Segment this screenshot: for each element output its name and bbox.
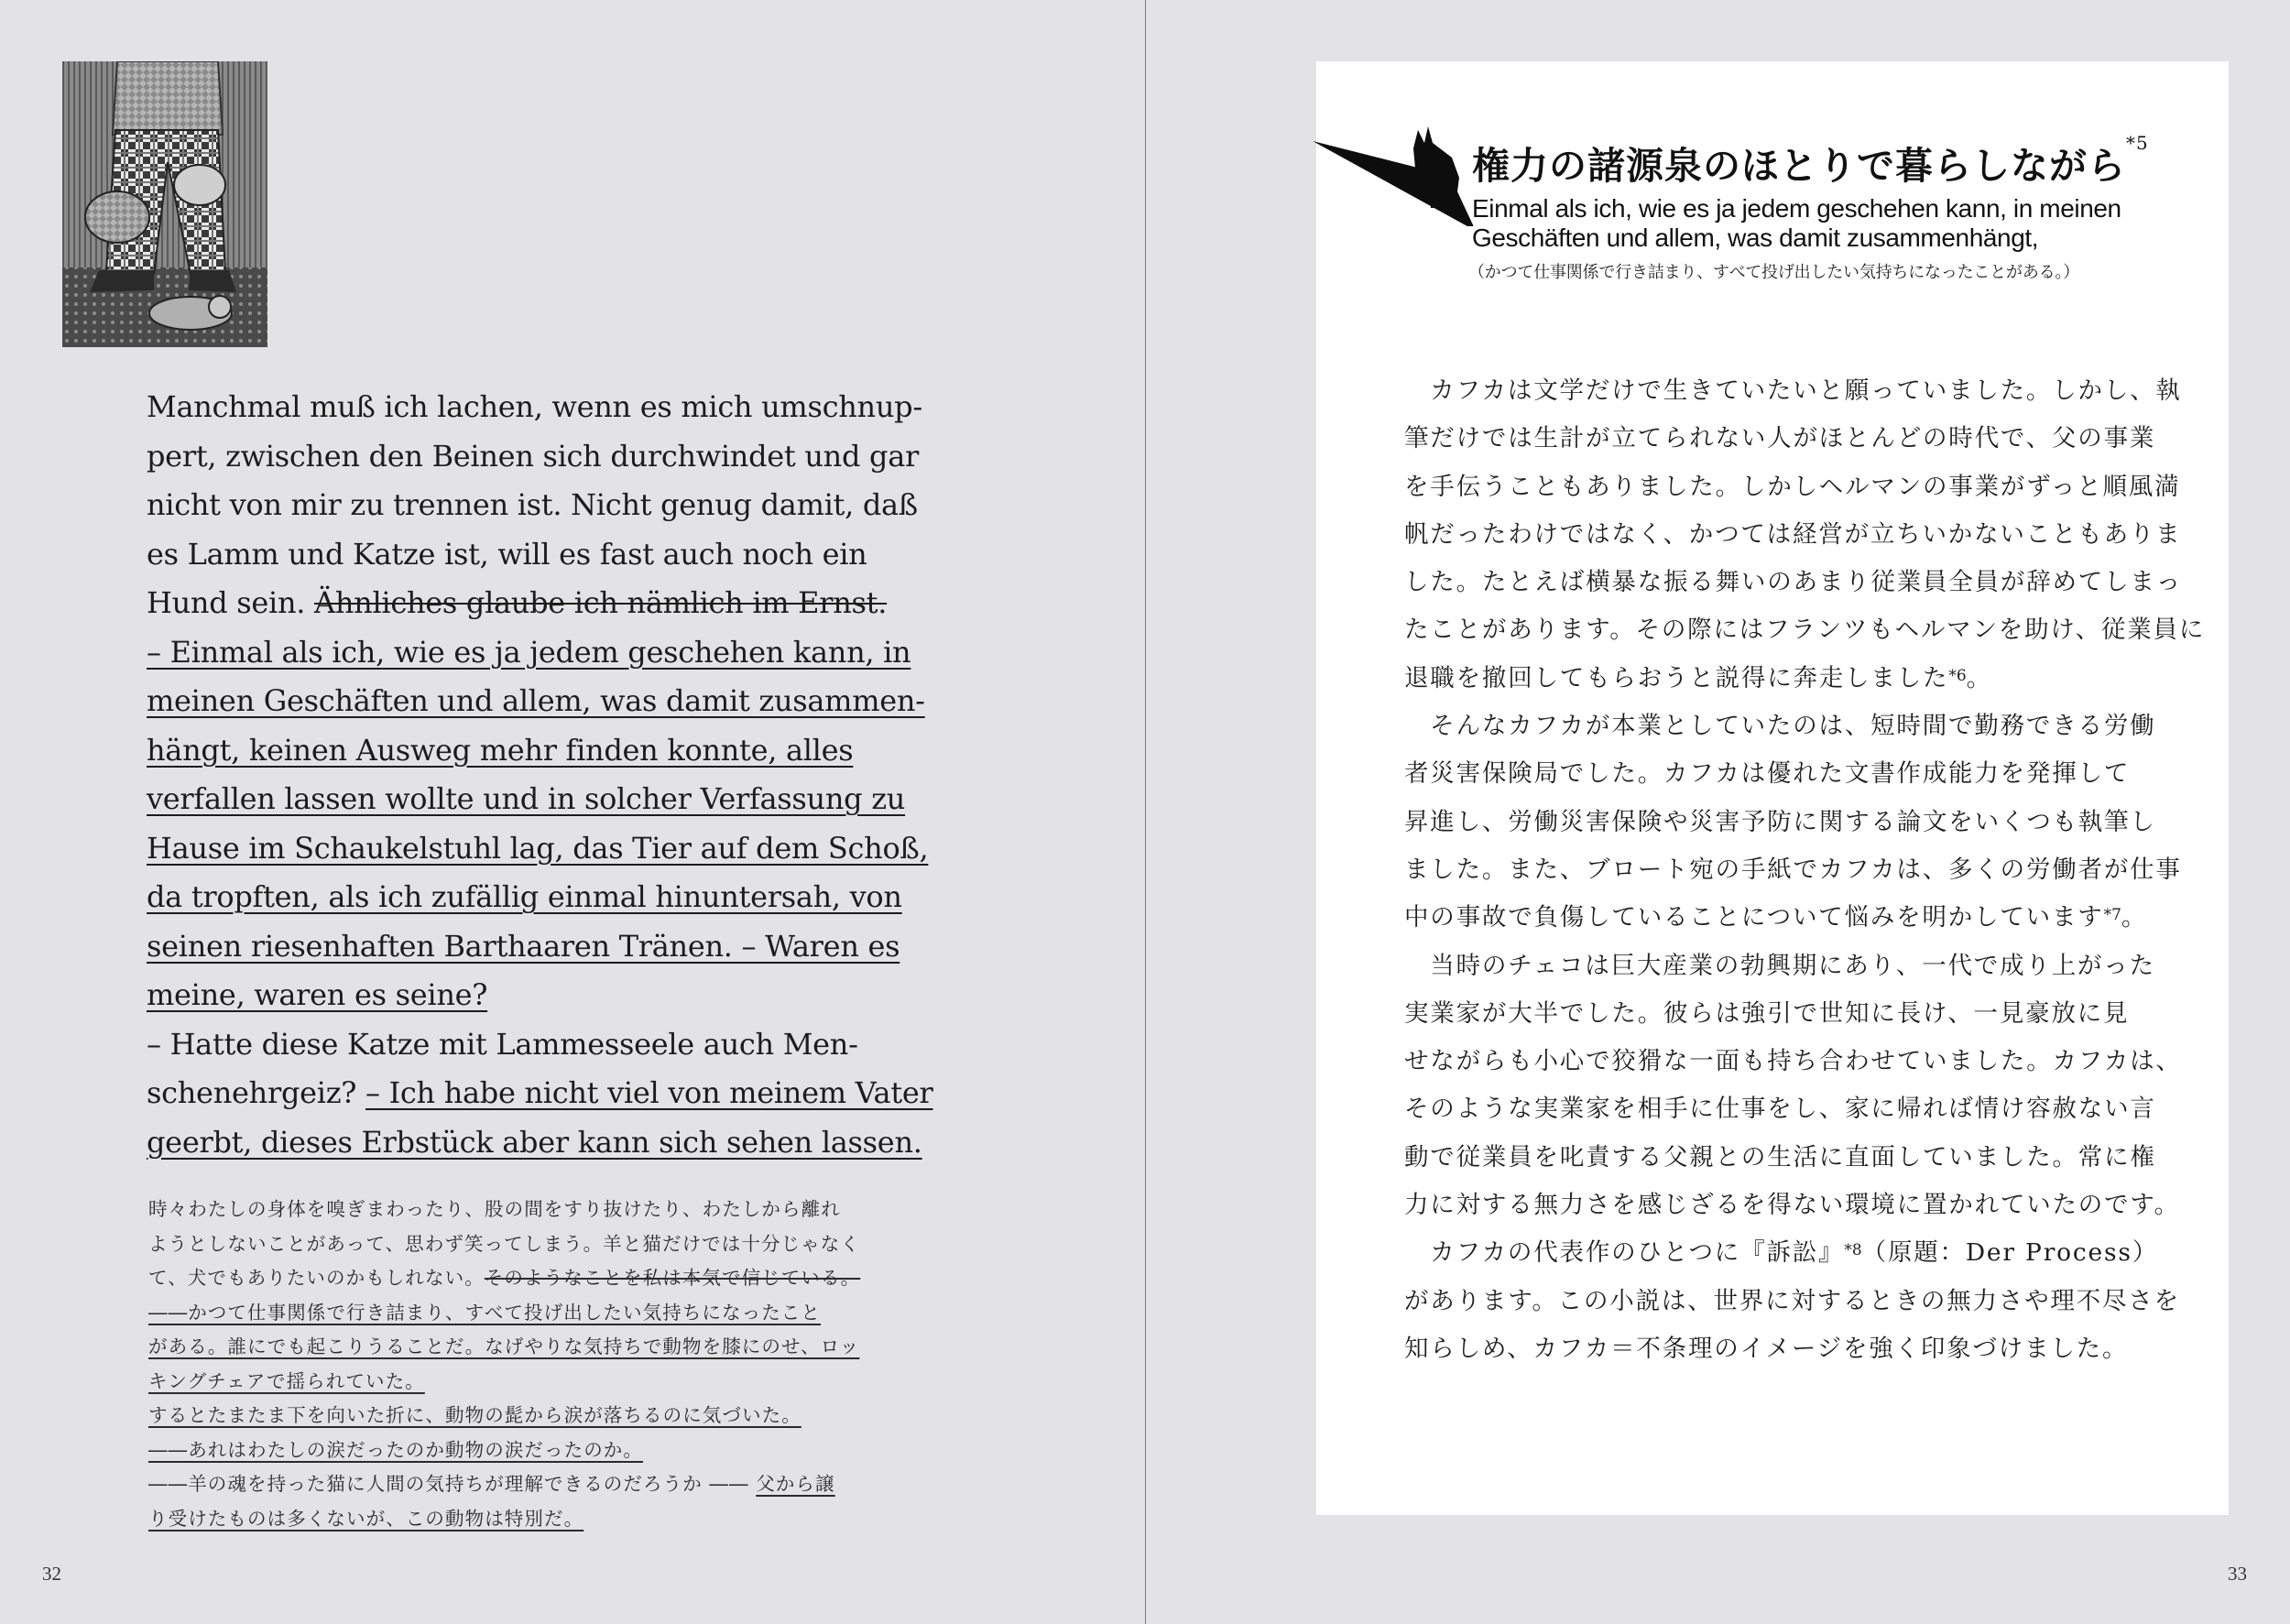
section-heading (1472, 132, 2149, 190)
text-line (148, 1227, 900, 1262)
illustration-image (62, 61, 267, 347)
text-segment: （原題：Der Process） (1861, 1238, 2159, 1268)
text-line (1404, 1325, 2155, 1373)
text-segment: es Lamm und Katze ist, will es fast auch noch ein (147, 536, 867, 572)
text-segment: 実業家が大半でした。彼らは強引で世知に長け、一見豪放に見 (1404, 998, 2130, 1028)
underlined-text: – Ich habe nicht viel von meinem Vater (365, 1075, 933, 1110)
text-line (147, 677, 925, 726)
text-segment: nicht von mir zu trennen ist. Nicht genug damit, daß (147, 487, 918, 522)
text-segment: 時々わたしの身体を嗅ぎまわったり、股の間をすり抜けたり、わたしから離れ (148, 1198, 841, 1220)
text-line (1404, 559, 2182, 606)
underlined-text: り受けたものは多くないが、この動物は特別だ。 (148, 1507, 584, 1530)
text-line (1404, 1229, 2159, 1277)
text-line (1404, 943, 2155, 990)
text-line (147, 971, 879, 1020)
underlined-text: verfallen lassen wollte und in solcher Verfassung zu (147, 781, 906, 816)
text-segment: を手伝うこともありました。しかしヘルマンの事業がずっと順風満 (1404, 472, 2181, 501)
underlined-text: meinen Geschäften und allem, was damit zusammen- (147, 683, 925, 718)
text-segment: ――羊の魂を持った猫に人間の気持ちが理解できるのだろうか ―― (148, 1473, 757, 1495)
text-segment: Manchmal muß ich lachen, wenn es mich umschnup- (147, 389, 922, 424)
underlined-text: da tropften, als ich zufällig einmal hinuntersah, von (147, 879, 902, 914)
footnote-mark: *7 (2103, 906, 2121, 925)
struck-text: Ähnliches glaube ich nämlich im Ernst. (314, 585, 888, 620)
page-number-left: 32 (42, 1563, 61, 1585)
text-line (148, 1502, 900, 1537)
text-line (147, 775, 906, 824)
german-quote (1472, 194, 2121, 253)
text-line (1404, 511, 2182, 559)
text-line (147, 824, 929, 874)
text-segment: 者災害保険局でした。カフカは優れた文書作成能力を発揮して (1404, 759, 2131, 789)
text-segment: schenehrgeiz? (147, 1075, 365, 1110)
text-segment: 。 (1966, 663, 1992, 692)
text-line (1404, 750, 2155, 798)
text-line (147, 1020, 879, 1070)
text-segment: 筆だけでは生計が立てられない人がほとんどの時代で、父の事業 (1404, 424, 2156, 453)
text-line (1404, 606, 2206, 654)
underlined-text: hängt, keinen Ausweg mehr finden konnte, alles (147, 732, 854, 768)
underlined-text: 父から譲 (756, 1473, 835, 1495)
text-segment: ようとしないことがあって、思わず笑ってしまう。羊と猫だけでは十分じゃなく (148, 1232, 860, 1255)
text-line (147, 1069, 933, 1118)
footnote-mark: *8 (1844, 1241, 1862, 1260)
text-line (148, 1261, 900, 1296)
text-line (147, 873, 902, 922)
text-line (147, 726, 879, 776)
underlined-text: seinen riesenhaften Barthaaren Tränen. – Waren es (147, 928, 900, 964)
text-line (148, 1433, 900, 1468)
underlined-text: Hause im Schaukelstuhl lag, das Tier auf dem Schoß, (147, 830, 929, 866)
text-segment: カフカは文学だけで生きていたいと願っていました。しかし、執 (1404, 376, 2182, 405)
page-number-right: 33 (2228, 1563, 2247, 1585)
body-text-block (1404, 367, 2206, 1373)
text-line (148, 1330, 900, 1365)
text-line (147, 383, 922, 432)
text-segment: 中の事故で負傷していることについて悩みを明かしています (1404, 903, 2104, 932)
text-line (1404, 894, 2155, 942)
text-line (148, 1399, 900, 1433)
text-line (147, 922, 900, 972)
text-segment: たことがあります。その際にはフランツもヘルマンを助け、従業員に (1404, 616, 2206, 645)
text-segment: 。 (2121, 903, 2148, 932)
footnote-mark: *6 (1948, 666, 1967, 685)
underlined-text: ――あれはわたしの涙だったのか動物の涙だったのか。 (148, 1438, 643, 1461)
text-segment: 動で従業員を叱責する父親との生活に直面していました。常に権 (1404, 1142, 2156, 1172)
text-line (1404, 1134, 2155, 1182)
heading-footnote-mark: *5 (2126, 132, 2149, 154)
text-line (147, 628, 911, 678)
text-line (147, 481, 918, 530)
text-line (1404, 846, 2182, 894)
text-line (147, 1118, 922, 1168)
text-line (148, 1467, 900, 1502)
text-line (148, 1365, 900, 1400)
struck-text: そのようなことを私は本気で信じている。 (484, 1267, 861, 1289)
text-segment: て、犬でもありたいのかもしれない。 (148, 1267, 485, 1289)
text-segment: 昇進し、労働災害保険や災害予防に関する論文をいくつも執筆し (1404, 807, 2156, 836)
underlined-text: meine, waren es seine? (147, 977, 488, 1012)
underlined-text: geerbt, dieses Erbstück aber kann sich sehen lassen. (147, 1124, 922, 1160)
text-segment: 知らしめ、カフカ＝不条理のイメージを強く印象づけました。 (1404, 1334, 2129, 1363)
underlined-text: キングチェアで揺られていた。 (148, 1369, 425, 1392)
text-line (147, 432, 920, 482)
text-line (1404, 415, 2155, 463)
text-segment: そのような実業家を相手に仕事をし、家に帰れば情け容赦ない言 (1404, 1095, 2156, 1124)
text-line (1404, 1182, 2180, 1229)
wolf-silhouette-icon (1313, 121, 1496, 226)
quote-line: Einmal als ich, wie es ja jedem geschehen kann, in meinen (1472, 194, 2121, 223)
underlined-text: – Einmal als ich, wie es ja jedem geschehen kann, in (147, 634, 911, 670)
text-line (148, 1193, 900, 1227)
text-segment: そんなカフカが本業としていたのは、短時間で勤務できる労働 (1404, 712, 2156, 741)
german-text-block (147, 383, 933, 1167)
text-line (1404, 799, 2155, 846)
text-segment: カフカの代表作のひとつに『訴訟』 (1404, 1238, 1845, 1268)
japanese-translation-block (148, 1193, 900, 1536)
text-line (1404, 367, 2182, 415)
text-line (147, 579, 888, 628)
heading-text: 権力の諸源泉のほとりで暮らしながら (1472, 144, 2126, 188)
text-line (1404, 1278, 2180, 1325)
text-segment: があります。この小説は、世界に対するときの無力さや理不尽さを (1404, 1286, 2180, 1315)
text-segment: 退職を撤回してもらおうと説得に奔走しました (1404, 663, 1949, 692)
underlined-text: がある。誰にでも起こりうることだ。なげやりな気持ちで動物を膝にのせ、ロッ (148, 1335, 860, 1357)
text-segment: – Hatte diese Katze mit Lammesseele auch Men- (147, 1026, 858, 1062)
quote-translation: （かつて仕事関係で行き詰まり、すべて投げ出したい気持ちになったことがある。） (1468, 263, 2080, 282)
text-segment: 力に対する無力さを感じざるを得ない環境に置かれていたのです。 (1404, 1191, 2180, 1220)
quote-line: Geschäften und allem, was damit zusammenhängt, (1472, 223, 2039, 252)
text-line (148, 1296, 900, 1331)
text-line (1404, 1038, 2182, 1085)
text-segment: した。たとえば横暴な振る舞いのあまり従業員全員が辞めてしまっ (1404, 568, 2182, 597)
underlined-text: するとたまたま下を向いた折に、動物の髭から涙が落ちるのに気づいた。 (148, 1404, 802, 1426)
text-line (147, 530, 879, 580)
text-line (1404, 990, 2155, 1038)
underlined-text: ――かつて仕事関係で行き詰まり、すべて投げ出したい気持ちになったこと (148, 1301, 821, 1324)
text-segment: せながらも小心で狡猾な一面も持ち合わせていました。カフカは、 (1404, 1047, 2182, 1076)
text-segment: ました。また、ブロート宛の手紙でカフカは、多くの労働者が仕事 (1404, 855, 2182, 884)
text-line (1404, 703, 2155, 750)
text-segment: Hund sein. (147, 585, 315, 620)
text-line (1404, 463, 2181, 511)
text-segment: 当時のチェコは巨大産業の勃興期にあり、一代で成り上がった (1404, 951, 2155, 980)
text-segment: pert, zwischen den Beinen sich durchwindet und gar (147, 438, 920, 474)
text-line (1404, 655, 2155, 703)
text-segment: 帆だったわけではなく、かつては経営が立ちいかないこともありま (1404, 519, 2182, 549)
book-gutter (1145, 0, 1146, 1624)
text-line (1404, 1085, 2155, 1133)
